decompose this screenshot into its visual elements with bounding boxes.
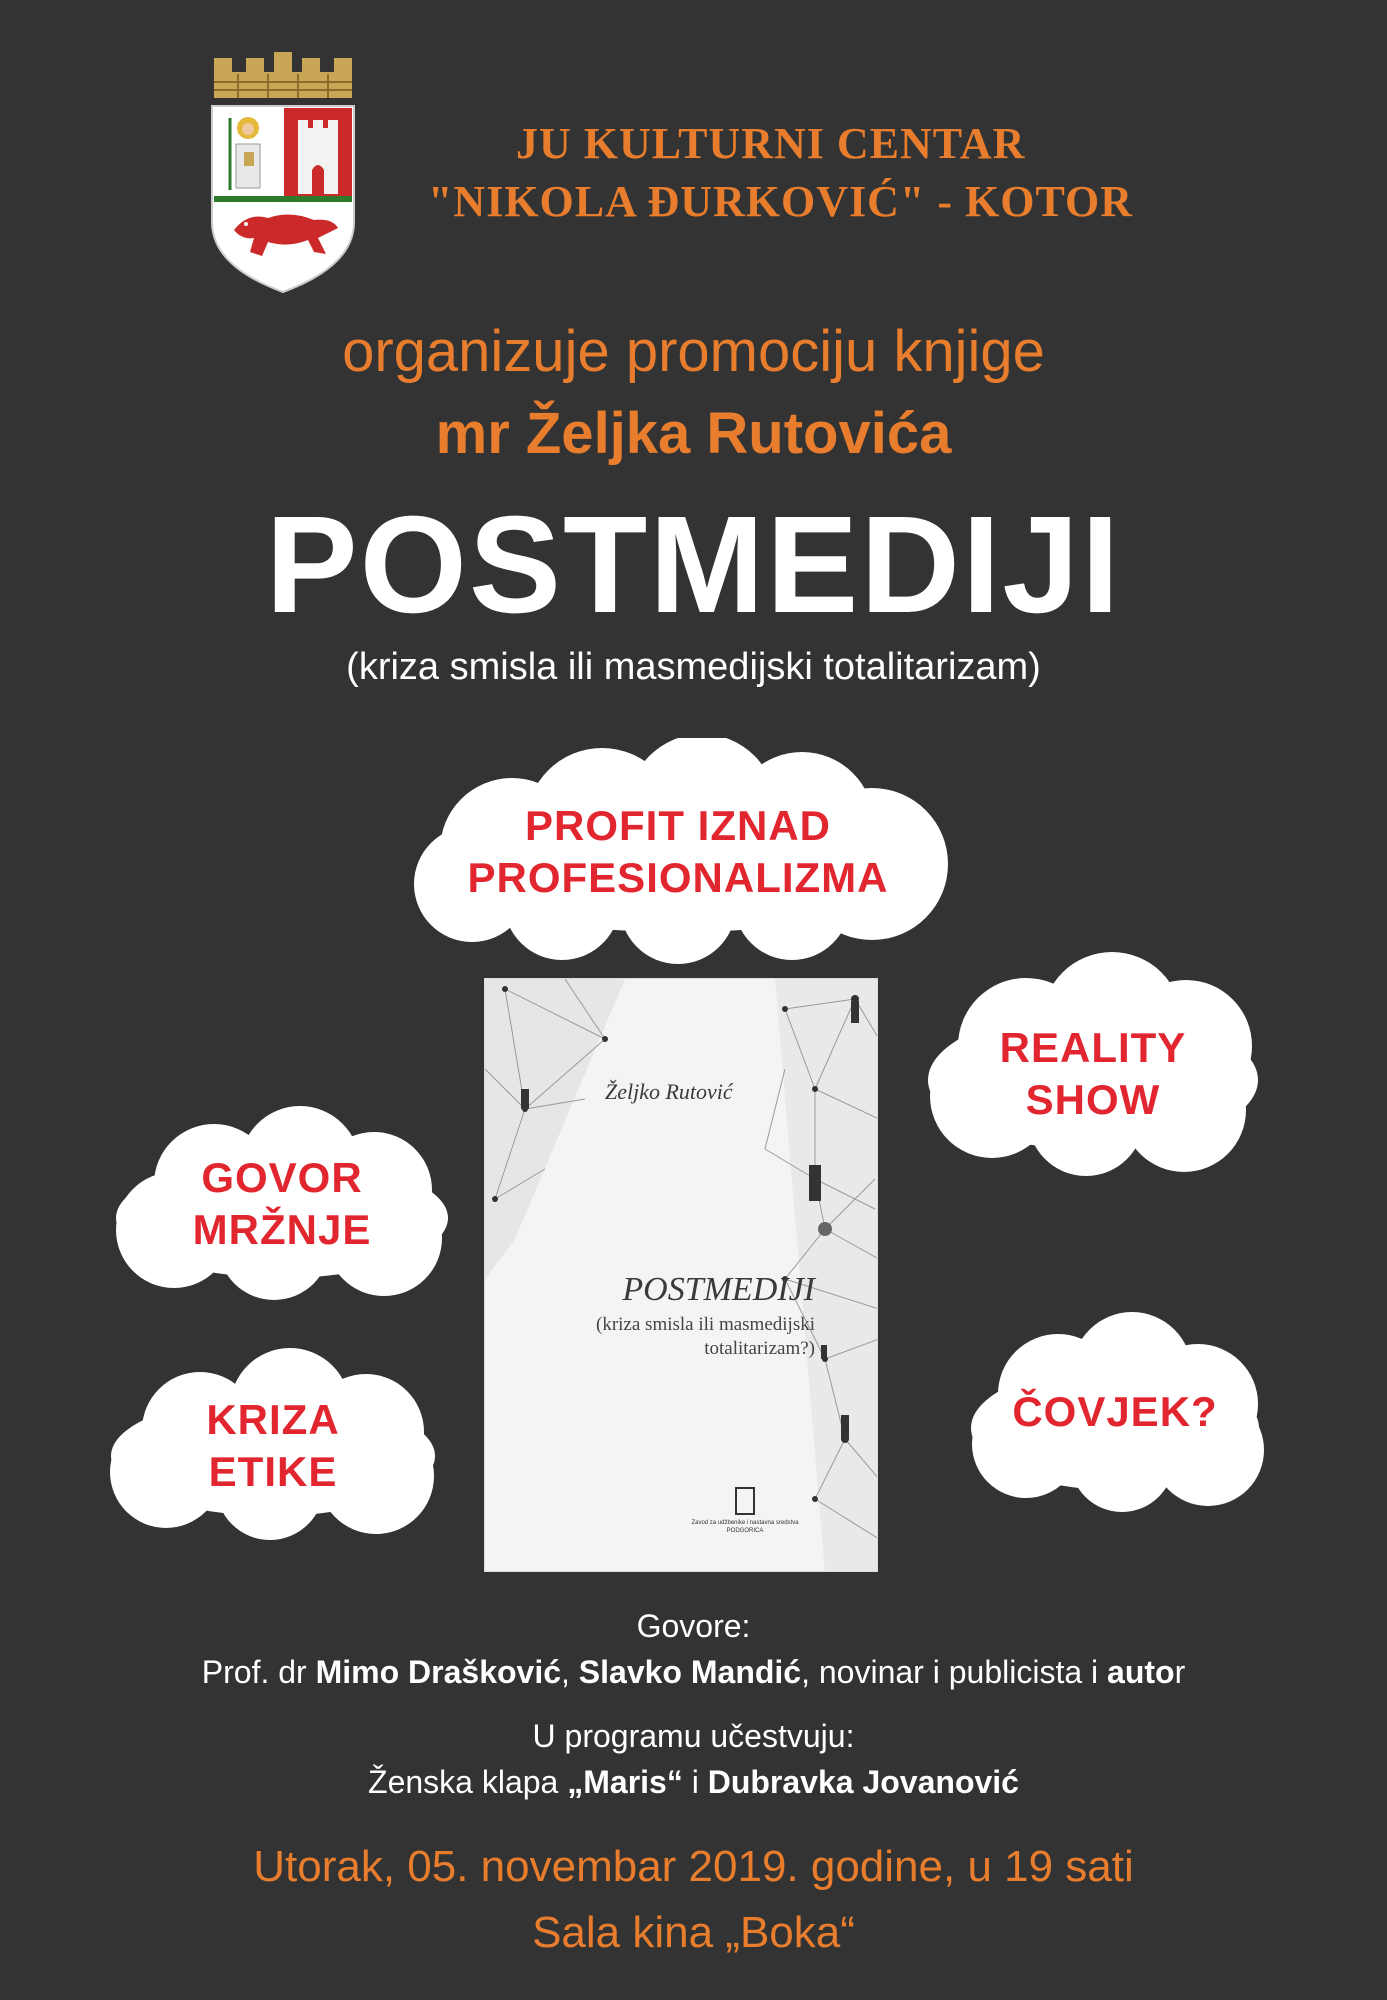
program-text-2: i — [682, 1764, 708, 1800]
cloud-profit — [402, 738, 954, 966]
cloud-govor-mrznje — [104, 1104, 460, 1304]
speaker-name-2: Slavko Mandić — [578, 1654, 802, 1690]
program-label: U programu učestvuju: — [532, 1718, 855, 1754]
speakers-list — [0, 1654, 1387, 1691]
program-performer-name: Dubravka Jovanović — [707, 1764, 1019, 1800]
speaker-name-1: Mimo Drašković — [315, 1654, 562, 1690]
speakers-label: Govore: — [636, 1608, 751, 1644]
cloud-kriza-etike — [100, 1346, 446, 1544]
coat-of-arms-icon — [208, 52, 358, 294]
cloud-profit-line1: PROFIT IZNAD — [525, 802, 831, 849]
book-cover-subtitle — [485, 1313, 815, 1361]
book-cover-subtitle-line1: (kriza smisla ili masmedijski — [596, 1314, 815, 1335]
book-subtitle: (kriza smisla ili masmedijski totalitarizam) — [346, 646, 1041, 688]
book-cover-subtitle-line2: totalitarizam?) — [704, 1338, 815, 1359]
book-cover-publisher — [685, 1519, 805, 1535]
book-cover-publisher-line1: Zavod za udžbenike i nastavna sredstva — [691, 1520, 799, 1526]
intro-text: organizuje promociju knjige — [342, 319, 1045, 384]
cloud-covjek-label: ČOVJEK? — [1012, 1388, 1218, 1435]
book-cover-publisher-line2: PODGORICA — [726, 1528, 764, 1534]
book-cover-title: POSTMEDIJI — [622, 1271, 815, 1308]
event-date: Utorak, 05. novembar 2019. godine, u 19 sati — [253, 1842, 1134, 1891]
cloud-kriza-line2: ETIKE — [208, 1448, 338, 1495]
book-cover-author: Željko Rutović — [605, 1079, 733, 1104]
book-cover-image — [484, 978, 878, 1572]
cloud-govor-line1: GOVOR — [201, 1154, 363, 1201]
cloud-covjek — [962, 1310, 1268, 1516]
speakers-text-4: r — [1174, 1654, 1186, 1690]
speakers-text-2: , — [561, 1654, 579, 1690]
event-venue: Sala kina „Boka“ — [532, 1908, 855, 1957]
author-name: mr Željka Rutovića — [435, 401, 952, 466]
program-choir-name: „Maris“ — [567, 1764, 683, 1800]
institution-name-line1: JU KULTURNI CENTAR — [516, 119, 1026, 168]
book-title-heading: POSTMEDIJI — [265, 488, 1122, 642]
publisher-logo-icon — [735, 1487, 755, 1515]
program-participants — [0, 1764, 1387, 1801]
speakers-text-3: , novinar i publicista i — [801, 1654, 1108, 1690]
cloud-govor-line2: MRŽNJE — [192, 1206, 372, 1253]
speakers-text-1: Prof. dr — [201, 1654, 316, 1690]
cloud-profit-line2: PROFESIONALIZMA — [467, 854, 889, 901]
program-text-1: Ženska klapa — [368, 1764, 568, 1800]
cloud-reality-line2: SHOW — [1025, 1076, 1161, 1123]
speaker-name-3: auto — [1107, 1654, 1175, 1690]
cloud-reality-line1: REALITY — [999, 1024, 1187, 1071]
cloud-reality-show — [916, 950, 1270, 1182]
cloud-kriza-line1: KRIZA — [206, 1396, 340, 1443]
institution-name-line2: "NIKOLA ĐURKOVIĆ" - KOTOR — [428, 177, 1134, 226]
